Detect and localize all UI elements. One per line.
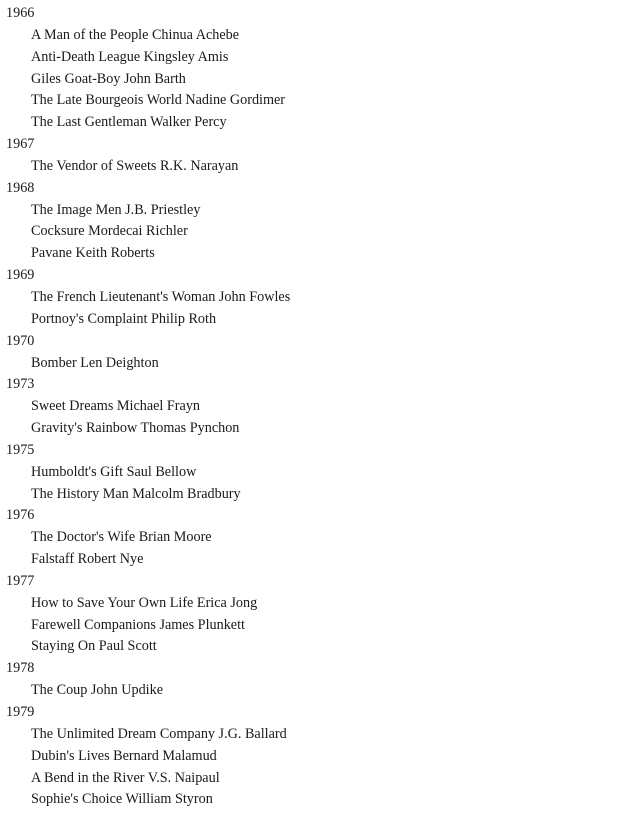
book-entry: Sweet Dreams Michael Frayn — [31, 398, 201, 415]
book-entry: Bomber Len Deighton — [31, 354, 159, 371]
book-entry: The Late Bourgeois World Nadine Gordimer — [31, 92, 286, 109]
book-entry: The Coup John Updike — [31, 682, 164, 699]
year-heading: 1966 — [6, 5, 35, 21]
book-entry: Anti-Death League Kingsley Amis — [31, 48, 229, 65]
book-entry: The Unlimited Dream Company J.G. Ballard — [31, 725, 287, 742]
book-entry: Humboldt's Gift Saul Bellow — [31, 463, 197, 480]
year-heading: 1976 — [6, 507, 35, 524]
book-list — [6, 3, 632, 811]
book-entry: How to Save Your Own Life Erica Jong — [31, 594, 258, 611]
book-entry: The Image Men J.B. Priestley — [31, 201, 201, 218]
year-heading: 1967 — [6, 136, 35, 153]
year-heading: 1977 — [6, 572, 35, 589]
book-entry: Cocksure Mordecai Richler — [31, 223, 188, 240]
year-heading: 1979 — [6, 704, 35, 720]
book-entry: Falstaff Robert Nye — [31, 551, 144, 568]
year-heading: 1978 — [6, 660, 35, 677]
book-entry: Staying On Paul Scott — [31, 638, 157, 655]
book-entry: Pavane Keith Roberts — [31, 245, 155, 262]
year-heading: 1968 — [6, 179, 35, 196]
year-heading: 1970 — [6, 332, 35, 349]
book-entry: The Doctor's Wife Brian Moore — [31, 529, 212, 546]
book-entry: The Last Gentleman Walker Percy — [31, 114, 227, 131]
book-entry: Sophie's Choice William Styron — [31, 791, 213, 808]
year-heading: 1969 — [6, 267, 35, 284]
book-entry: The Vendor of Sweets R.K. Narayan — [31, 157, 239, 174]
book-entry: Dubin's Lives Bernard Malamud — [31, 747, 217, 764]
book-entry: Portnoy's Complaint Philip Roth — [31, 310, 217, 327]
book-entry: A Bend in the River V.S. Naipaul — [31, 769, 220, 786]
year-heading: 1973 — [6, 376, 35, 393]
year-heading: 1975 — [6, 441, 35, 458]
book-entry: The History Man Malcolm Bradbury — [31, 485, 241, 502]
book-entry: Farewell Companions James Plunkett — [31, 616, 245, 633]
book-entry: A Man of the People Chinua Achebe — [31, 26, 240, 43]
book-entry: Gravity's Rainbow Thomas Pynchon — [31, 420, 240, 437]
book-entry: The French Lieutenant's Woman John Fowles — [31, 288, 291, 305]
book-entry: Giles Goat-Boy John Barth — [31, 70, 186, 87]
